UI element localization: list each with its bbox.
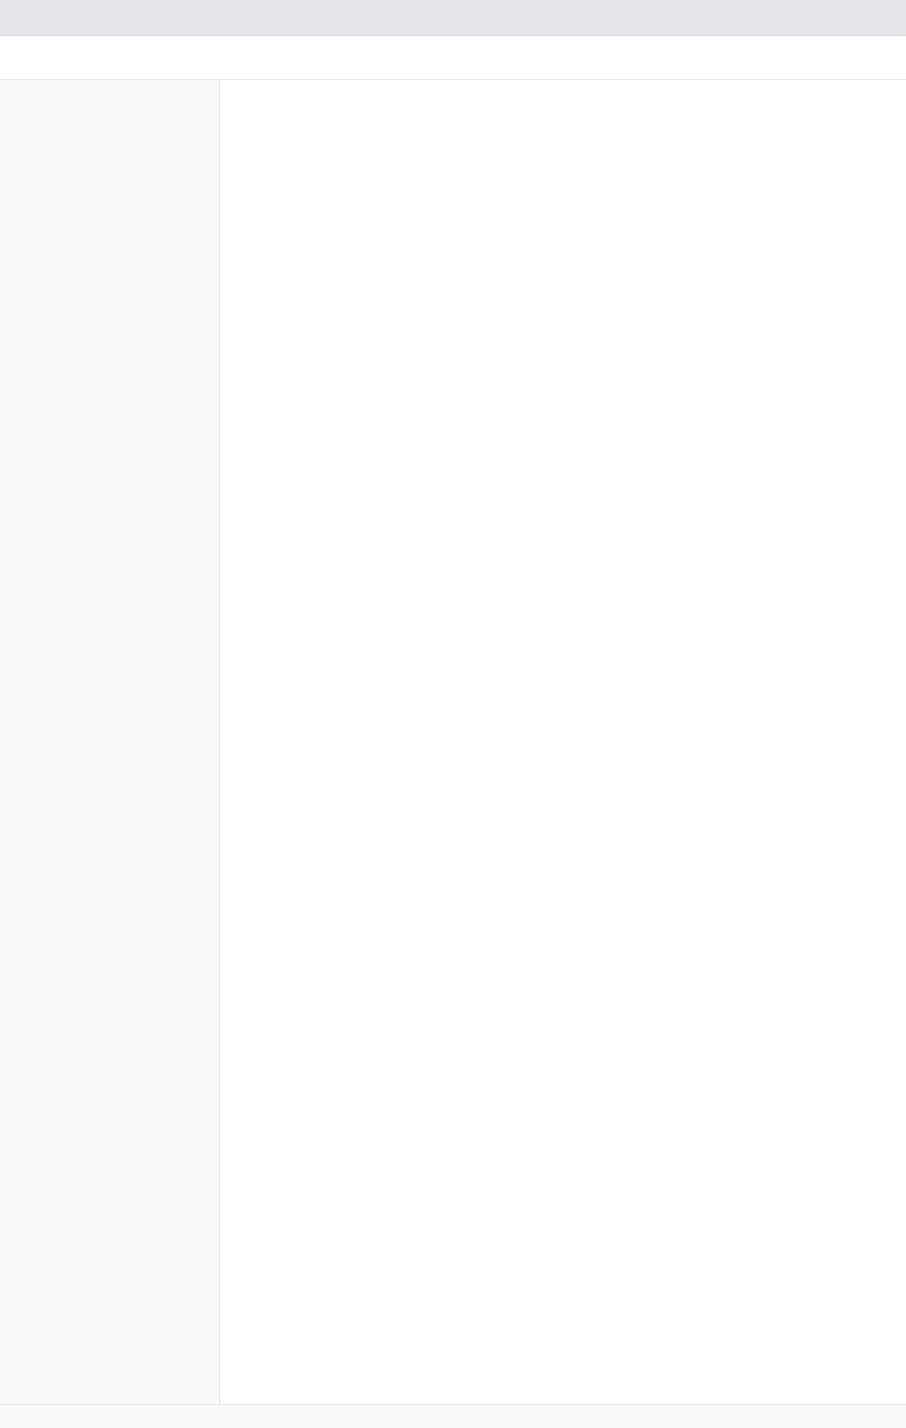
title-bar <box>0 0 906 36</box>
main-panel <box>220 80 906 1404</box>
status-bar <box>0 1404 906 1428</box>
toolbar <box>0 36 906 80</box>
content-area <box>0 80 906 1404</box>
sidebar <box>0 80 220 1404</box>
